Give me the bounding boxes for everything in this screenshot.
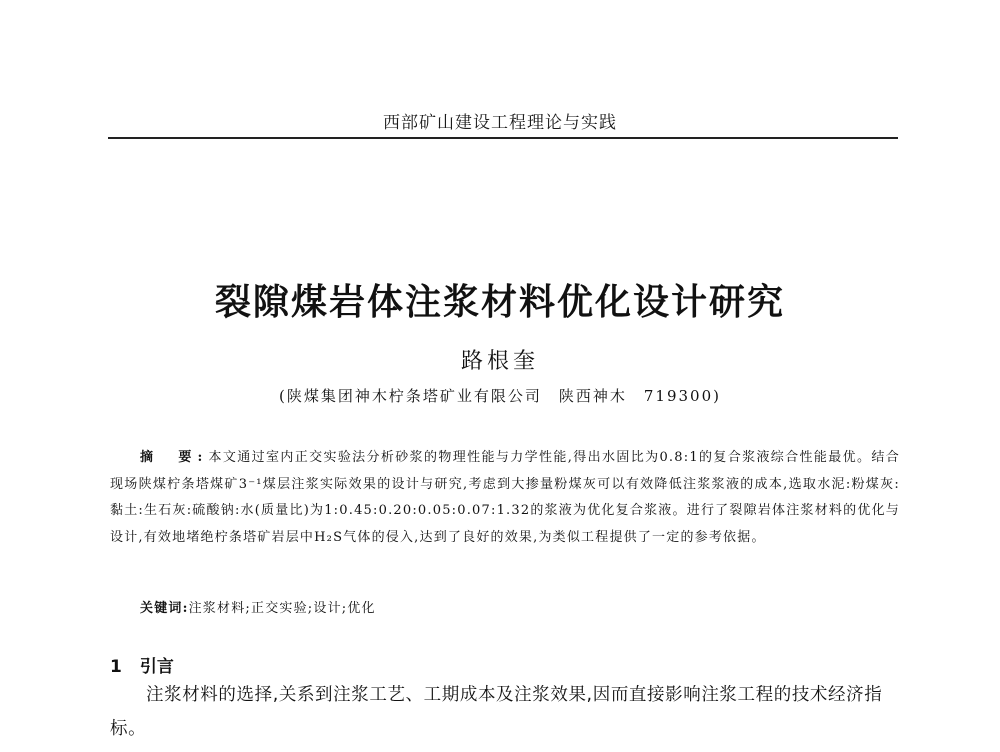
abstract-label: 摘 要:	[140, 450, 209, 465]
section-number: 1	[110, 657, 122, 677]
author-affiliation: (陕煤集团神木柠条塔矿业有限公司 陕西神木 719300)	[279, 387, 721, 405]
body-paragraph: 注浆材料的选择,关系到注浆工艺、工期成本及注浆效果,因而直接影响注浆工程的技术经济指标。	[110, 685, 883, 739]
keywords-text: 注浆材料;正交实验;设计;优化	[188, 601, 376, 616]
abstract-text: 本文通过室内正交实验法分析砂浆的物理性能与力学性能,得出水固比为0.8:1的复合浆液综合性能最优。结合现场陕煤柠条塔煤矿3⁻¹煤层注浆实际效果的设计与研究,考虑到大掺量粉煤灰可以有效降低注浆浆液的成本,选取水泥:粉煤灰:黏土:生石灰:硫酸钠:水(质量比)为1:0.45:0.20:0.05:0.07:1.32的浆液为优化复合浆液。进行了裂隙岩体注浆材料的优化与设计,有效地堵绝柠条塔矿岩层中H₂S气体的侵入,达到了良好的效果,为类似工程提供了一定的参考依据。	[110, 450, 900, 545]
abstract	[110, 445, 900, 551]
keywords	[140, 597, 376, 616]
section-heading	[110, 652, 174, 677]
article-title: 裂隙煤岩体注浆材料优化设计研究	[214, 282, 785, 323]
keywords-label: 关键词:	[140, 601, 189, 616]
body-text	[110, 678, 905, 746]
article-author: 路根奎	[460, 349, 539, 374]
running-head: 西部矿山建设工程理论与实践	[383, 113, 617, 133]
header-rule	[108, 137, 898, 139]
section-title: 引言	[139, 657, 174, 677]
